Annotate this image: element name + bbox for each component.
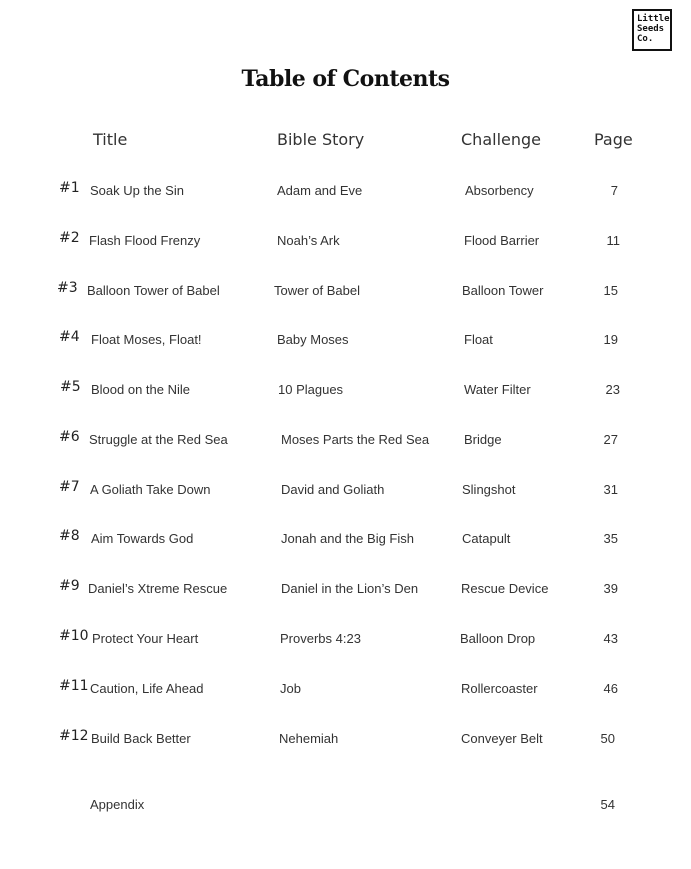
lesson-number: #11 (59, 678, 89, 694)
challenge: Water Filter (464, 382, 531, 397)
bible-story: Nehemiah (279, 731, 339, 746)
page-title: Table of Contents (241, 66, 450, 92)
table-row (0, 728, 691, 755)
lesson-number: #2 (59, 230, 80, 246)
lesson-number: #4 (59, 329, 80, 345)
lesson-title: Float Moses, Float! (91, 332, 202, 347)
page-number: 50 (600, 731, 615, 746)
table-row (0, 230, 691, 257)
page-number: 27 (603, 432, 618, 447)
table-row (0, 329, 691, 356)
table-row (0, 479, 691, 506)
challenge: Catapult (462, 531, 511, 546)
bible-story: David and Goliath (281, 482, 385, 497)
lesson-number: #6 (59, 429, 80, 445)
lesson-number: #10 (59, 628, 89, 644)
lesson-number: #5 (60, 379, 81, 395)
table-row (0, 280, 691, 307)
page-number: 39 (603, 581, 618, 596)
lesson-number: #7 (59, 479, 80, 495)
bible-story: Noah’s Ark (277, 233, 340, 248)
table-row (0, 578, 691, 605)
little-seeds-logo (632, 9, 672, 51)
logo-line-2: Seeds (637, 24, 665, 34)
challenge: Slingshot (462, 482, 516, 497)
lesson-title: Soak Up the Sin (90, 183, 184, 198)
page-number: 7 (610, 183, 618, 198)
appendix-title: Appendix (90, 797, 145, 812)
bible-story: Daniel in the Lion’s Den (281, 581, 419, 596)
page-number: 43 (603, 631, 618, 646)
page-number: 35 (603, 531, 618, 546)
challenge: Rollercoaster (461, 681, 538, 696)
header-page: Page (594, 130, 633, 149)
lesson-number: #3 (57, 280, 78, 296)
bible-story: Tower of Babel (274, 283, 360, 298)
page-number: 46 (603, 681, 618, 696)
lesson-title: Aim Towards God (91, 531, 194, 546)
bible-story: Moses Parts the Red Sea (281, 432, 430, 447)
lesson-title: Balloon Tower of Babel (87, 283, 220, 298)
challenge: Rescue Device (461, 581, 549, 596)
lesson-title: Flash Flood Frenzy (89, 233, 201, 248)
bible-story: Adam and Eve (277, 183, 363, 198)
bible-story: Jonah and the Big Fish (281, 531, 414, 546)
challenge: Conveyer Belt (461, 731, 543, 746)
table-row (0, 429, 691, 456)
lesson-title: Daniel’s Xtreme Rescue (88, 581, 228, 596)
lesson-number: #9 (59, 578, 80, 594)
table-row (0, 628, 691, 655)
header-challenge: Challenge (461, 130, 541, 149)
bible-story: Proverbs 4:23 (280, 631, 361, 646)
appendix-page-number: 54 (600, 797, 615, 812)
logo-line-3: Co. (637, 34, 654, 44)
header-bible-story: Bible Story (277, 130, 365, 149)
lesson-title: Blood on the Nile (91, 382, 191, 397)
header-title: Title (93, 130, 128, 149)
lesson-title: Protect Your Heart (92, 631, 199, 646)
logo-line-1: Little (637, 14, 670, 24)
lesson-number: #1 (59, 180, 80, 196)
lesson-title: Caution, Life Ahead (90, 681, 204, 696)
lesson-title: Struggle at the Red Sea (89, 432, 228, 447)
table-row (0, 379, 691, 406)
table-row (0, 528, 691, 555)
appendix-row (0, 797, 691, 821)
lesson-number: #8 (59, 528, 80, 544)
challenge: Balloon Tower (462, 283, 544, 298)
page-number: 19 (603, 332, 618, 347)
lesson-number: #12 (59, 728, 89, 744)
challenge: Absorbency (465, 183, 534, 198)
bible-story: Baby Moses (277, 332, 349, 347)
challenge: Float (464, 332, 493, 347)
challenge: Bridge (464, 432, 502, 447)
table-row (0, 678, 691, 705)
page-number: 11 (606, 233, 620, 248)
lesson-title: Build Back Better (91, 731, 191, 746)
lesson-title: A Goliath Take Down (90, 482, 211, 497)
page-number: 23 (605, 382, 620, 397)
challenge: Flood Barrier (464, 233, 540, 248)
bible-story: Job (280, 681, 301, 696)
table-row (0, 180, 691, 207)
challenge: Balloon Drop (460, 631, 536, 646)
bible-story: 10 Plagues (278, 382, 344, 397)
page-number: 15 (603, 283, 618, 298)
page-number: 31 (603, 482, 618, 497)
